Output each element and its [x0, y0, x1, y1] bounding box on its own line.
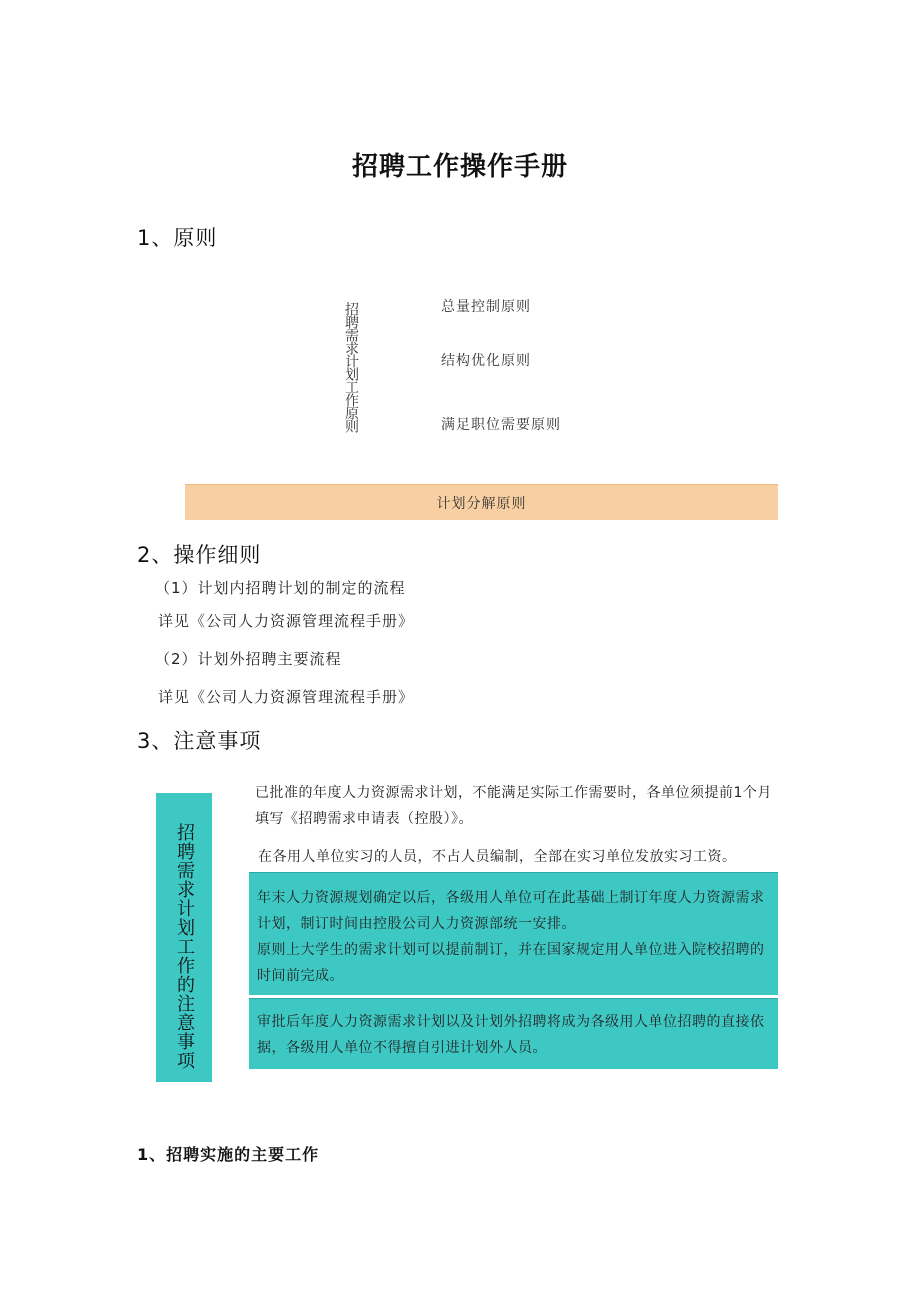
note-box-approval [249, 998, 778, 1069]
note-item: 已批准的年度人力资源需求计划，不能满足实际工作需要时，各单位须提前1个月填写《招聘需求申请表（控股）》。 [255, 785, 772, 827]
principles-vertical-label: 招聘需求计划工作原则 [343, 302, 359, 432]
notes-vertical-label: 招聘需求计划工作的注意事项 [174, 823, 195, 1070]
section3-heading: 3、注意事项 [137, 729, 262, 753]
principle-item: 总量控制原则 [441, 299, 531, 315]
procedure-item: （2）计划外招聘主要流程 [155, 650, 342, 668]
procedure-reference: 详见《公司人力资源管理流程手册》 [158, 688, 415, 706]
plan-decomposition-bar [185, 484, 778, 520]
note-item: 审批后年度人力资源需求计划以及计划外招聘将成为各级用人单位招聘的直接依据，各级用人单位不得擅自引进计划外人员。 [257, 1014, 765, 1056]
note-box-planning [249, 872, 778, 995]
principle-item: 结构优化原则 [441, 353, 531, 369]
note-item: 在各用人单位实习的人员，不占人员编制，全部在实习单位发放实习工资。 [258, 849, 737, 865]
notes-vertical-box [156, 793, 212, 1082]
note-item: 年末人力资源规划确定以后，各级用人单位可在此基础上制订年度人力资源需求计划，制订时间由控股公司人力资源部统一安排。 [257, 890, 765, 932]
section1-heading: 1、原则 [137, 226, 218, 250]
note-item: 原则上大学生的需求计划可以提前制订，并在国家规定用人单位进入院校招聘的时间前完成。 [257, 942, 765, 984]
procedure-item: （1）计划内招聘计划的制定的流程 [155, 579, 406, 597]
recruitment-implementation-heading: 1、招聘实施的主要工作 [137, 1145, 320, 1164]
principle-item: 满足职位需要原则 [441, 417, 561, 433]
page-title: 招聘工作操作手册 [351, 152, 568, 182]
section2-heading: 2、操作细则 [137, 543, 262, 567]
procedure-reference: 详见《公司人力资源管理流程手册》 [158, 612, 415, 630]
plan-decomposition-label: 计划分解原则 [436, 495, 527, 512]
